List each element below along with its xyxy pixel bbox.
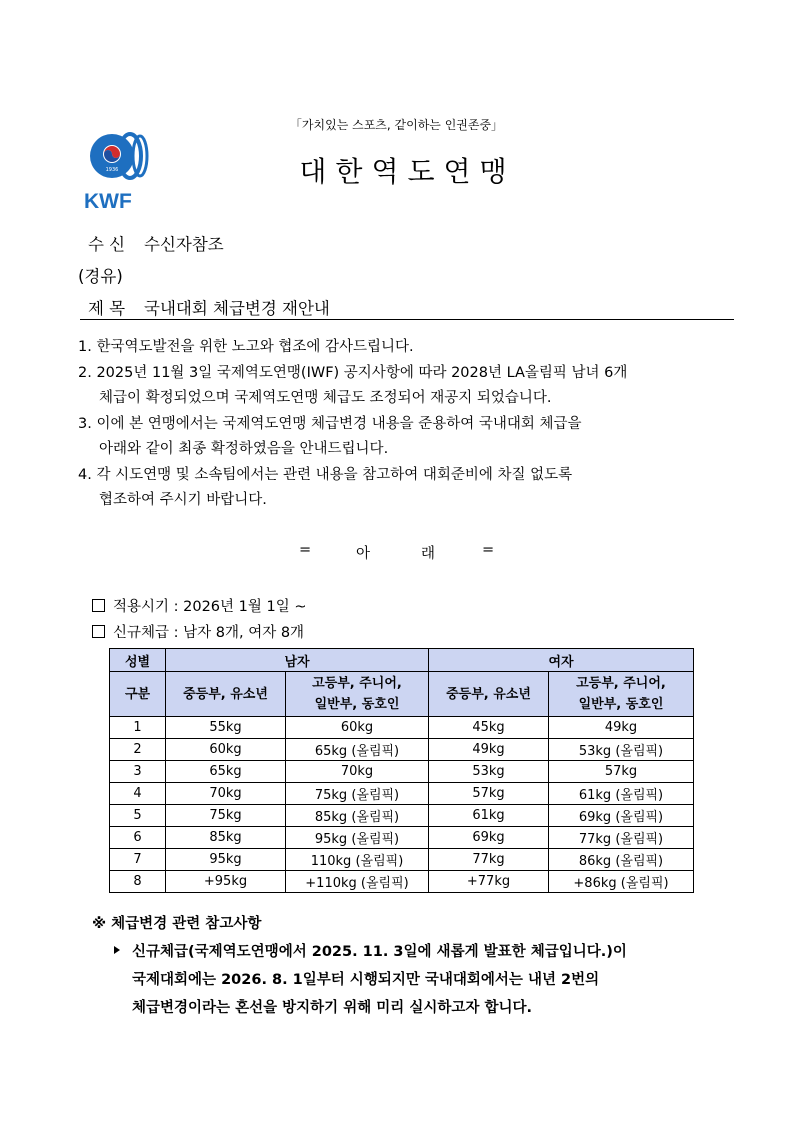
male-youth-class: 70kg (166, 783, 286, 805)
header-male-youth: 중등부, 유소년 (166, 672, 286, 717)
notes-text: 신규체급(국제역도연맹에서 2025. 11. 3일에 새롭게 발표한 체급입니다.)이 (132, 944, 627, 960)
slogan: 「가치있는 스포츠, 같이하는 인권존중」 (289, 118, 504, 132)
svg-text:1936: 1936 (105, 167, 119, 173)
paragraph-text: 아래와 같이 최종 확정하였음을 안내드립니다. (99, 441, 389, 457)
weight-class-table (109, 648, 694, 893)
bullet-new-classes (92, 621, 304, 642)
header-line: 고등부, 주니어, (576, 676, 666, 691)
table-row (110, 871, 694, 893)
female-youth-class: 77kg (429, 849, 549, 871)
table-row (110, 849, 694, 871)
heading-word-2: 래 (421, 546, 436, 562)
notes-line (92, 940, 627, 968)
notes-text: 체급변경이라는 혼선을 방지하기 위해 미리 실시하고자 합니다. (132, 1000, 532, 1016)
header-female-senior (549, 672, 694, 717)
row-number: 6 (110, 827, 166, 849)
female-youth-class: 57kg (429, 783, 549, 805)
notes-title (92, 912, 627, 940)
notes-text: 국제대회에는 2026. 8. 1일부터 시행되지만 국내대회에서는 내년 2번의 (132, 972, 600, 988)
paragraph-text: 협조하여 주시기 바랍니다. (99, 492, 267, 508)
female-senior-class: +86kg (올림픽) (549, 871, 694, 893)
paragraph-1 (78, 335, 718, 361)
triangle-bullet-icon (114, 946, 120, 954)
header-gender: 성별 (110, 649, 166, 672)
recipient-label: 수 신 (88, 235, 126, 254)
header-line: 고등부, 주니어, (312, 676, 402, 691)
female-youth-class: 45kg (429, 717, 549, 739)
via-field: (경유) (78, 267, 123, 286)
equals-right: = (482, 542, 495, 558)
paragraph-text: 체급이 확정되었으며 국제역도연맹 체급도 조정되어 재공지 되었습니다. (99, 390, 552, 406)
header-line: 일반부, 동호인 (578, 697, 664, 712)
male-senior-class: +110kg (올림픽) (286, 871, 429, 893)
bullet-text: 신규체급 : 남자 8개, 여자 8개 (113, 625, 305, 641)
female-senior-class: 77kg (올림픽) (549, 827, 694, 849)
male-senior-class: 95kg (올림픽) (286, 827, 429, 849)
row-number: 2 (110, 739, 166, 761)
equals-left: = (299, 542, 312, 558)
svg-text:KWF: KWF (84, 190, 132, 212)
item-number: 1. (78, 339, 92, 355)
paragraph-text: 각 시도연맹 및 소속팀에서는 관련 내용을 참고하여 대회준비에 차질 없도록 (96, 466, 573, 483)
male-senior-class: 75kg (올림픽) (286, 783, 429, 805)
male-youth-class: 85kg (166, 827, 286, 849)
paragraph-text: 이에 본 연맹에서는 국제역도연맹 체급변경 내용을 준용하여 국내대회 체급을 (96, 415, 582, 432)
item-number: 3. (78, 415, 92, 432)
female-senior-class: 49kg (549, 717, 694, 739)
bullet-text: 적용시기 : 2026년 1월 1일 ~ (113, 599, 307, 615)
checkbox-icon (92, 599, 105, 612)
heading-word-1: 아 (356, 546, 371, 562)
male-youth-class: 55kg (166, 717, 286, 739)
table-row (110, 717, 694, 739)
header-line: 일반부, 동호인 (314, 697, 400, 712)
table-row (110, 783, 694, 805)
male-youth-class: 95kg (166, 849, 286, 871)
table-row (110, 761, 694, 783)
female-senior-class: 57kg (549, 761, 694, 783)
reference-mark: ※ (92, 916, 107, 932)
paragraph-text: 2025년 11월 3일 국제역도연맹(IWF) 공지사항에 따라 2028년 LA올림픽 남녀 6개 (96, 364, 628, 381)
paragraph-2 (78, 361, 718, 387)
bullet-effective-date (92, 595, 306, 616)
header-male: 남자 (166, 649, 429, 672)
table-header-row (110, 649, 694, 672)
row-number: 3 (110, 761, 166, 783)
female-youth-class: +77kg (429, 871, 549, 893)
male-senior-class: 70kg (286, 761, 429, 783)
item-number: 4. (78, 466, 92, 483)
subject-label: 제 목 (88, 299, 126, 318)
header-female-youth: 중등부, 유소년 (429, 672, 549, 717)
female-youth-class: 49kg (429, 739, 549, 761)
header-category: 구분 (110, 672, 166, 717)
male-senior-class: 110kg (올림픽) (286, 849, 429, 871)
row-number: 5 (110, 805, 166, 827)
female-youth-class: 61kg (429, 805, 549, 827)
male-senior-class: 85kg (올림픽) (286, 805, 429, 827)
female-youth-class: 69kg (429, 827, 549, 849)
paragraph-4 (78, 463, 718, 489)
female-senior-class: 53kg (올림픽) (549, 739, 694, 761)
table-row (110, 827, 694, 849)
recipient-value: 수신자참조 (144, 235, 224, 254)
table-row (110, 805, 694, 827)
paragraph-text: 한국역도발전을 위한 노고와 협조에 감사드립니다. (96, 339, 414, 355)
male-youth-class: 60kg (166, 739, 286, 761)
row-number: 1 (110, 717, 166, 739)
row-number: 7 (110, 849, 166, 871)
body-paragraphs (78, 335, 718, 514)
header-male-senior (286, 672, 429, 717)
male-senior-class: 60kg (286, 717, 429, 739)
male-youth-class: 65kg (166, 761, 286, 783)
item-number: 2. (78, 364, 92, 381)
subject-value: 국내대회 체급변경 재안내 (144, 299, 330, 318)
notes-section (92, 912, 627, 1024)
table-row (110, 739, 694, 761)
row-number: 8 (110, 871, 166, 893)
row-number: 4 (110, 783, 166, 805)
male-senior-class: 65kg (올림픽) (286, 739, 429, 761)
header-female: 여자 (429, 649, 694, 672)
female-senior-class: 69kg (올림픽) (549, 805, 694, 827)
paragraph-3 (78, 412, 718, 438)
male-youth-class: 75kg (166, 805, 286, 827)
female-senior-class: 61kg (올림픽) (549, 783, 694, 805)
female-youth-class: 53kg (429, 761, 549, 783)
male-youth-class: +95kg (166, 871, 286, 893)
checkbox-icon (92, 625, 105, 638)
female-senior-class: 86kg (올림픽) (549, 849, 694, 871)
header-divider (80, 319, 734, 320)
notes-title-text: 체급변경 관련 참고사항 (111, 916, 262, 932)
table-subheader-row (110, 672, 694, 717)
organization-name: 대한역도연맹 (299, 155, 516, 188)
